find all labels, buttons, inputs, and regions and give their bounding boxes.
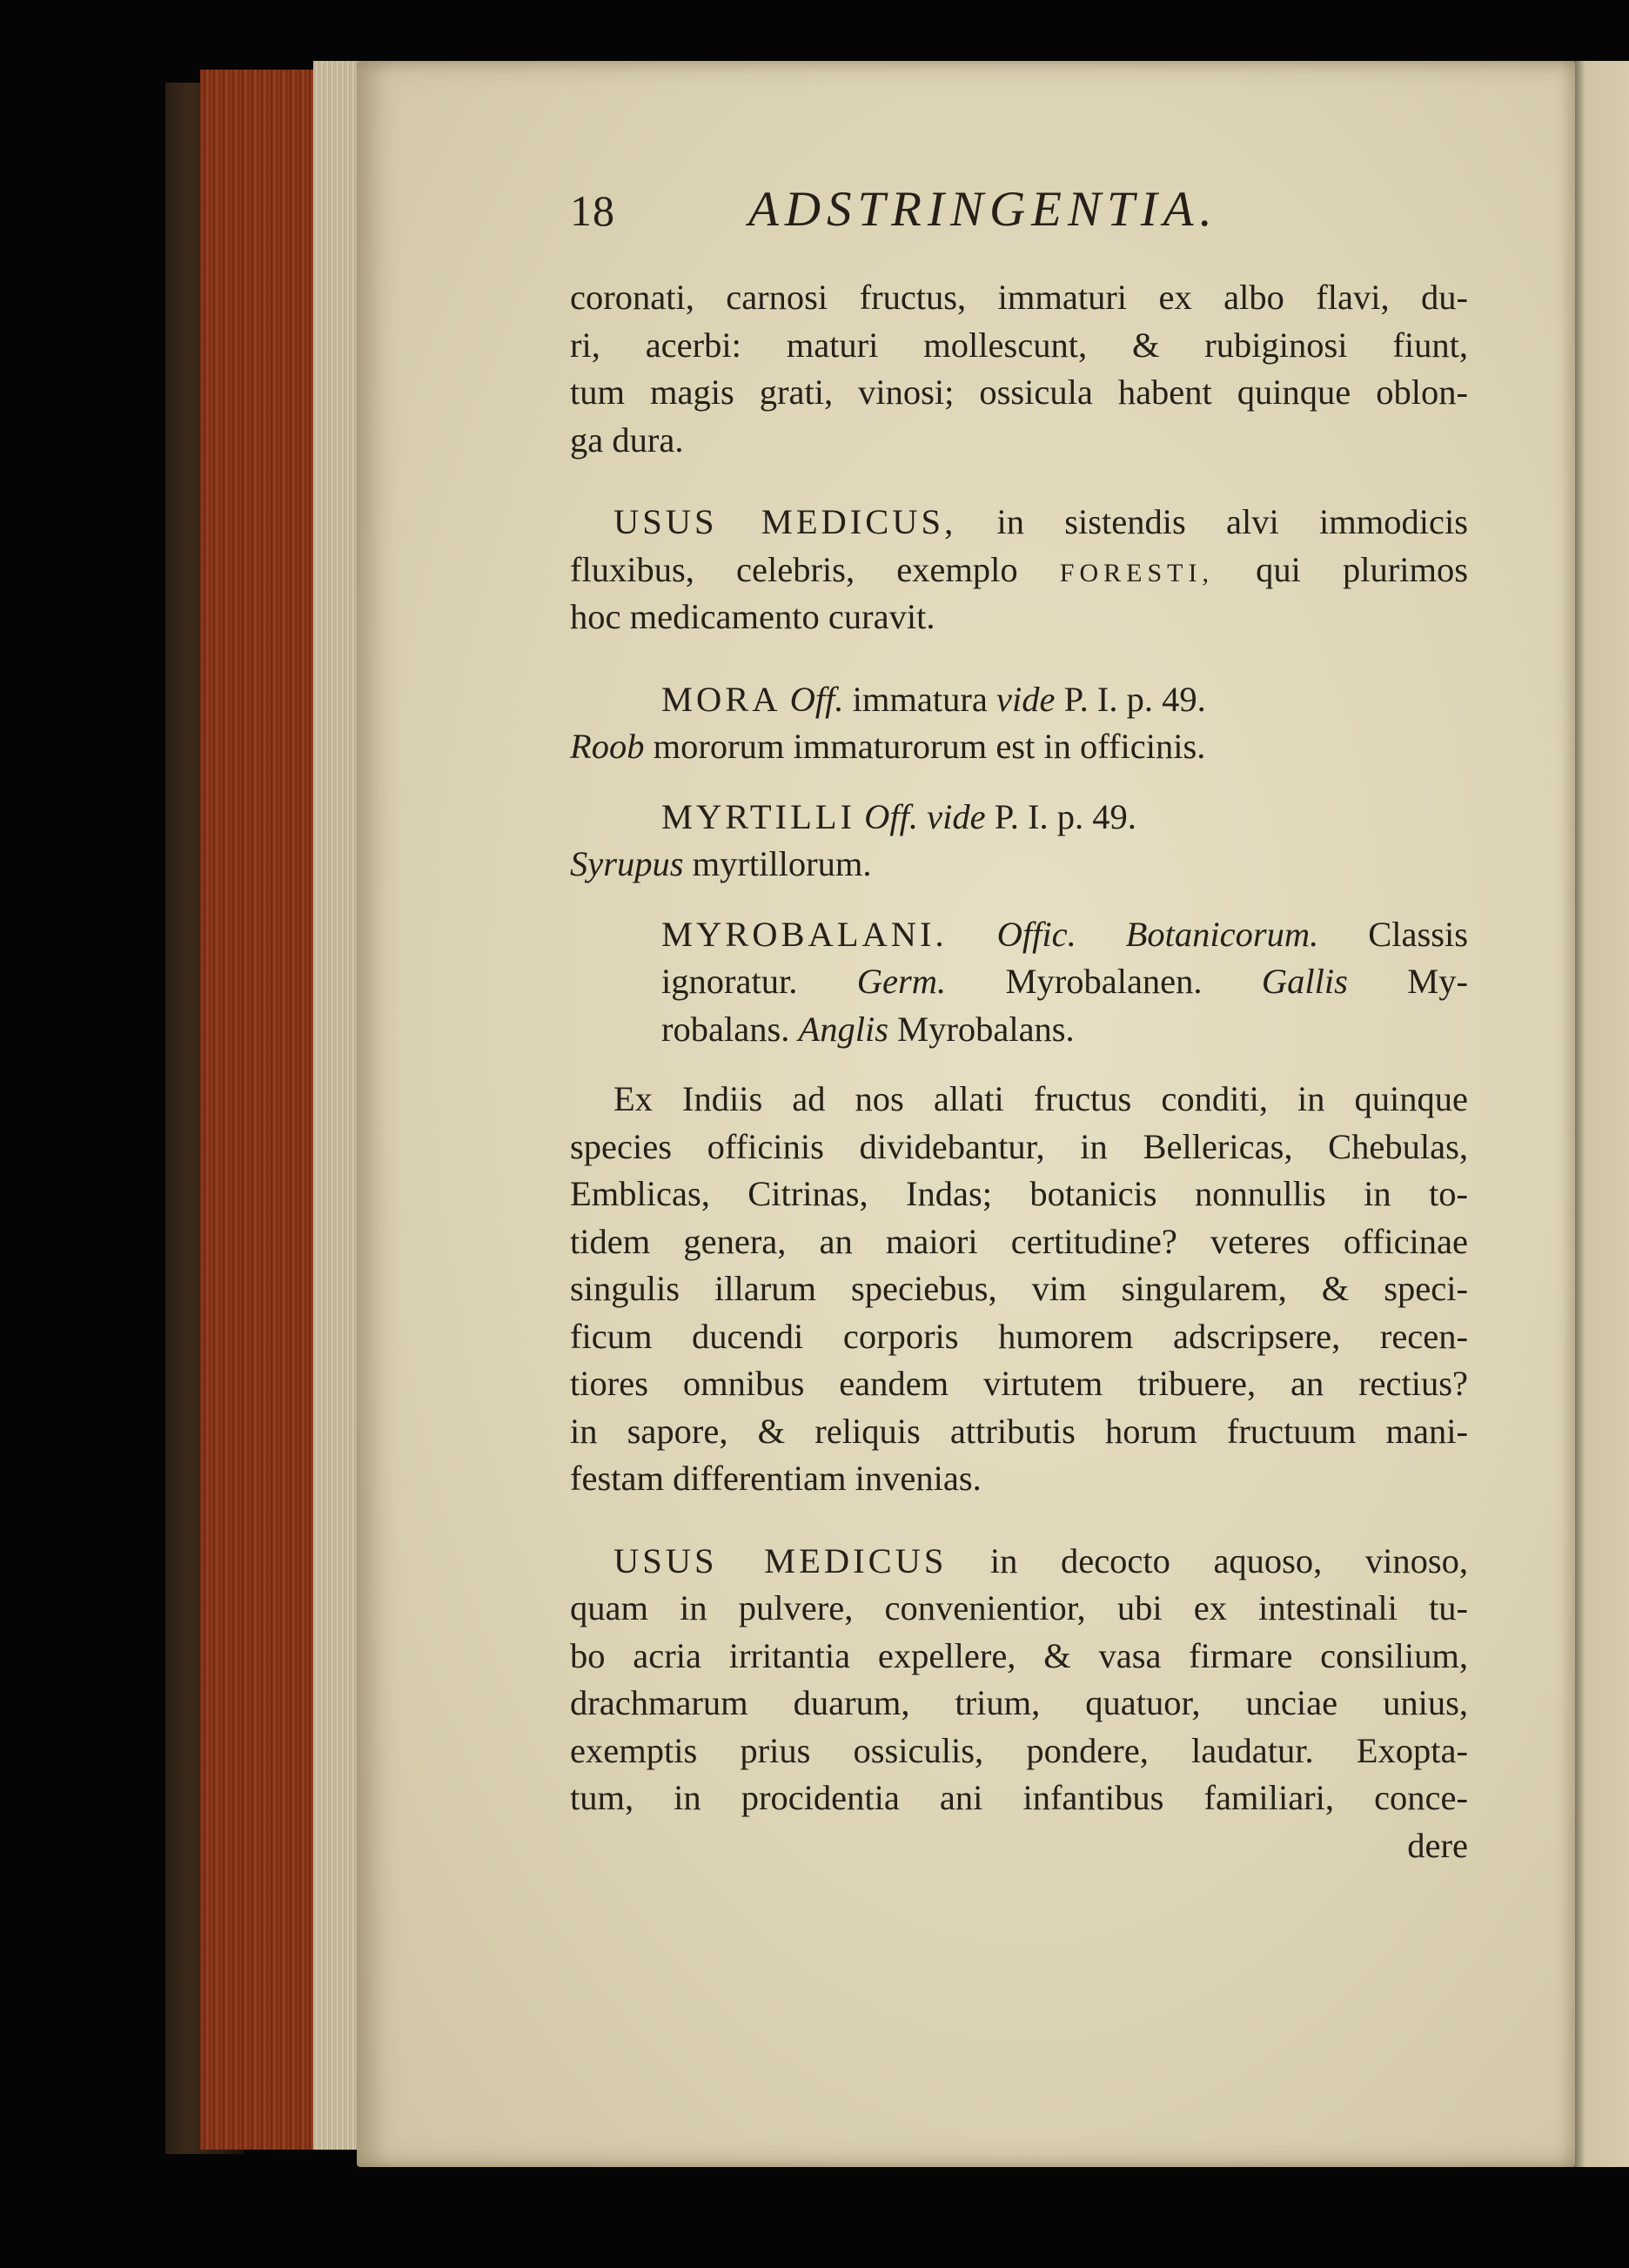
text-run: Off. — [789, 679, 844, 719]
entry-head: MYRTILLI — [661, 796, 856, 836]
text-run: Myrobalanen. — [1005, 962, 1203, 1001]
text-run: P. I. p. 49. — [1063, 679, 1206, 719]
text-line — [570, 1006, 1468, 1054]
text-line: species officinis dividebantur, in Bellericas, Chebulas, — [570, 1126, 1468, 1166]
text-line: bo acria irritantia expellere, & vasa firmare consilium, — [570, 1635, 1468, 1675]
text-run: myrtillorum. — [692, 844, 872, 883]
entry-myrtilli — [570, 794, 1468, 889]
text-line: exemptis prius ossiculis, pondere, laudatur. Exopta- — [570, 1730, 1468, 1770]
text-line: Emblicas, Citrinas, Indas; botanicis nonnullis in to- — [570, 1174, 1468, 1213]
section-lead: USUS MEDICUS — [613, 1540, 948, 1580]
text-run: vide — [927, 796, 986, 836]
text-line — [570, 958, 1468, 1006]
page-number: 18 — [570, 186, 615, 235]
text-line: Ex Indiis ad nos allati fructus conditi, in quinque — [613, 1079, 1468, 1118]
page-body — [570, 274, 1468, 1869]
text-line: hoc medicamento curavit. — [570, 597, 935, 636]
text-line: drachmarum duarum, trium, quatuor, unciae unius, — [570, 1683, 1468, 1722]
text-run: Classis — [1368, 914, 1468, 954]
text-run: Germ. — [856, 962, 947, 1001]
text-run: Roob — [570, 727, 645, 766]
text-line: ga dura. — [570, 419, 684, 460]
paragraph-species — [570, 1076, 1468, 1503]
text-line — [570, 676, 1468, 724]
text-line: festam differentiam invenias. — [570, 1459, 982, 1498]
facing-page-edge — [1566, 61, 1629, 2167]
text-line: tum magis grati, vinosi; ossicula habent quinque oblon- — [570, 372, 1468, 412]
text-run: ignoratur. — [661, 962, 798, 1001]
entry-myrobalani — [570, 911, 1468, 1054]
text-run: fluxibus, celebris, exemplo — [570, 549, 1018, 589]
text-run: Gallis — [1261, 962, 1348, 1001]
entry-head: MYROBALANI. — [661, 914, 948, 954]
catchword: dere — [1407, 1825, 1468, 1865]
text-run: in sistendis alvi immodicis — [996, 502, 1468, 541]
text-run: Anglis — [798, 1009, 888, 1049]
text-run: mororum immaturorum est in officinis. — [653, 727, 1206, 766]
text-line — [570, 547, 1468, 594]
paragraph-usus-medicus-1 — [570, 499, 1468, 641]
entry-mora — [570, 676, 1468, 771]
text-line: ficum ducendi corporis humorem adscripsere, recen- — [570, 1316, 1468, 1356]
text-line: tum, in procidentia ani infantibus familiari, conce- — [570, 1778, 1468, 1817]
text-run: Offic. — [996, 914, 1076, 954]
text-line — [570, 1538, 1468, 1586]
text-run: qui plurimos — [1256, 549, 1469, 589]
text-line: singulis illarum speciebus, vim singularem, & speci- — [570, 1269, 1468, 1308]
paragraph-usus-medicus-2 — [570, 1538, 1468, 1870]
text-run: robalans. — [661, 1009, 790, 1049]
text-line: tidem genera, an maiori certitudine? veteres officinae — [570, 1221, 1468, 1261]
text-line — [570, 911, 1468, 959]
section-lead: USUS MEDICUS, — [613, 502, 957, 541]
text-run: vide — [996, 679, 1056, 719]
text-line — [570, 499, 1468, 547]
text-line: quam in pulvere, convenientior, ubi ex intestinali tu- — [570, 1588, 1468, 1627]
text-run: Syrupus — [570, 844, 684, 883]
author-name: FORESTI, — [1059, 558, 1214, 587]
text-run: P. I. p. 49. — [994, 796, 1136, 836]
paragraph-description — [570, 274, 1468, 464]
text-run: Off. — [864, 796, 919, 836]
text-run: immatura — [852, 679, 988, 719]
text-line: coronati, carnosi fructus, immaturi ex albo flavi, du- — [570, 278, 1468, 317]
running-head — [570, 181, 1310, 251]
text-line — [570, 794, 1468, 842]
text-run: in decocto aquoso, vinoso, — [989, 1540, 1468, 1580]
text-line — [570, 723, 1468, 771]
text-line — [570, 841, 1468, 889]
text-line: tiores omnibus eandem virtutem tribuere, an rectius? — [570, 1364, 1468, 1403]
text-run: My- — [1407, 962, 1469, 1001]
entry-head: MORA — [661, 679, 781, 719]
text-run: Botanicorum. — [1125, 914, 1319, 954]
page-header: ADSTRINGENTIA. — [748, 182, 1218, 237]
text-line: in sapore, & reliquis attributis horum fructuum mani- — [570, 1411, 1468, 1451]
text-run: Myrobalans. — [897, 1009, 1075, 1049]
text-line: ri, acerbi: maturi mollescunt, & rubiginosi fiunt, — [570, 325, 1468, 365]
